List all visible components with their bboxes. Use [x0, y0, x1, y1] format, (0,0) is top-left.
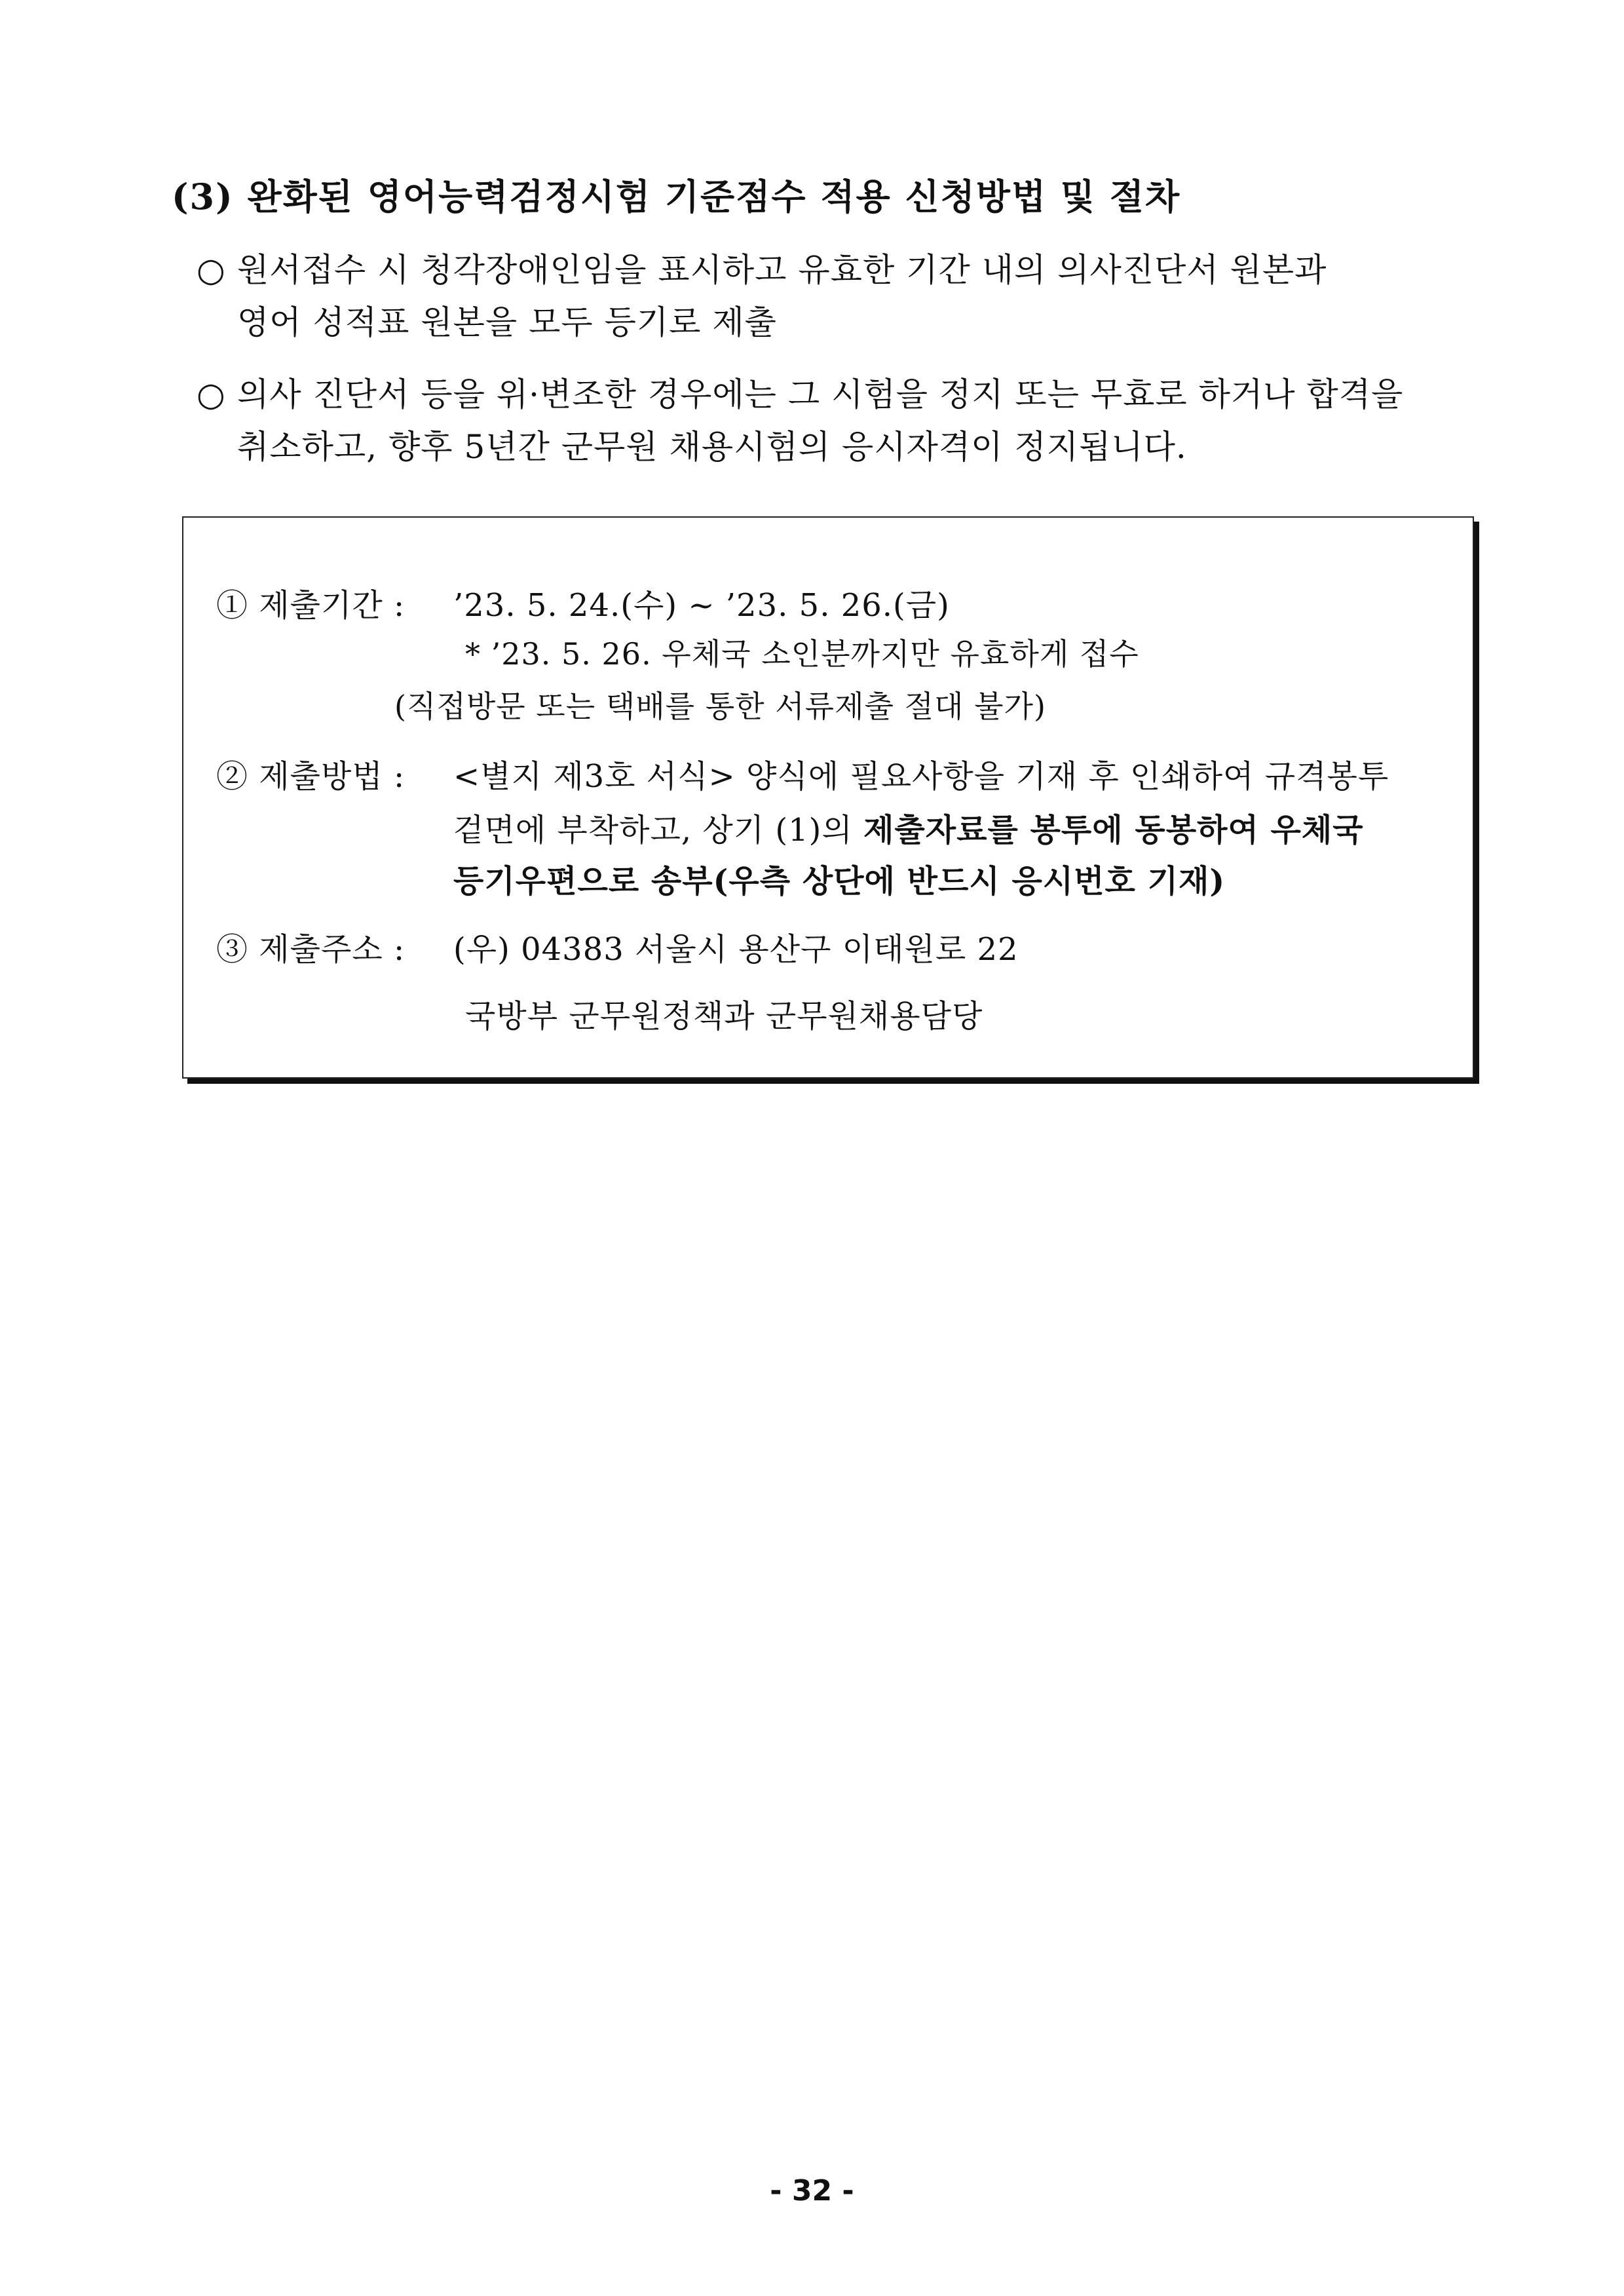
- page-number: - 32 -: [770, 2174, 854, 2208]
- period-label: ① 제출기간 :: [216, 587, 406, 624]
- period-value: ’23. 5. 24.(수) ~ ’23. 5. 26.(금): [453, 587, 950, 624]
- bullet-line: 취소하고, 향후 5년간 군무원 채용시험의 응시자격이 정지됩니다.: [237, 428, 1187, 466]
- section-heading: (3) 완화된 영어능력검정시험 기준점수 적용 신청방법 및 절차: [172, 176, 1181, 218]
- method-emphasis: 등기우편으로 송부(우측 상단에 반드시 응시번호 기재): [453, 863, 1226, 900]
- method-line: <별지 제3호 서식> 양식에 필요사항을 기재 후 인쇄하여 규격봉투: [453, 758, 1389, 795]
- circle-bullet-icon: ○: [197, 251, 226, 289]
- bullet-line: 의사 진단서 등을 위·변조한 경우에는 그 시험을 정지 또는 무효로 하거나 합격을: [237, 375, 1404, 413]
- bullet-item-forgery: [197, 368, 1403, 473]
- address-line: 국방부 군무원정책과 군무원채용담당: [465, 998, 983, 1035]
- address-label: ③ 제출주소 :: [216, 931, 406, 968]
- method-line: [453, 805, 1364, 850]
- bullet-line: 영어 성적표 원본을 모두 등기로 제출: [237, 303, 777, 341]
- period-note: * ’23. 5. 26. 우체국 소인분까지만 유효하게 접수: [465, 636, 1139, 672]
- method-text: 겉면에 부착하고, 상기 (1)의: [453, 812, 863, 849]
- method-emphasis: 제출자료를 봉투에 동봉하여 우체국: [863, 812, 1364, 849]
- method-label: ② 제출방법 :: [216, 758, 406, 795]
- bullet-line: 원서접수 시 청각장애인임을 표시하고 유효한 기간 내의 의사진단서 원본과: [237, 251, 1327, 289]
- period-note: (직접방문 또는 택배를 통한 서류제출 절대 불가): [394, 689, 1046, 724]
- bullet-item-submission: [197, 244, 1327, 349]
- address-line: (우) 04383 서울시 용산구 이태원로 22: [453, 931, 1019, 968]
- circle-bullet-icon: ○: [197, 375, 226, 413]
- submission-info-box: [182, 516, 1474, 1079]
